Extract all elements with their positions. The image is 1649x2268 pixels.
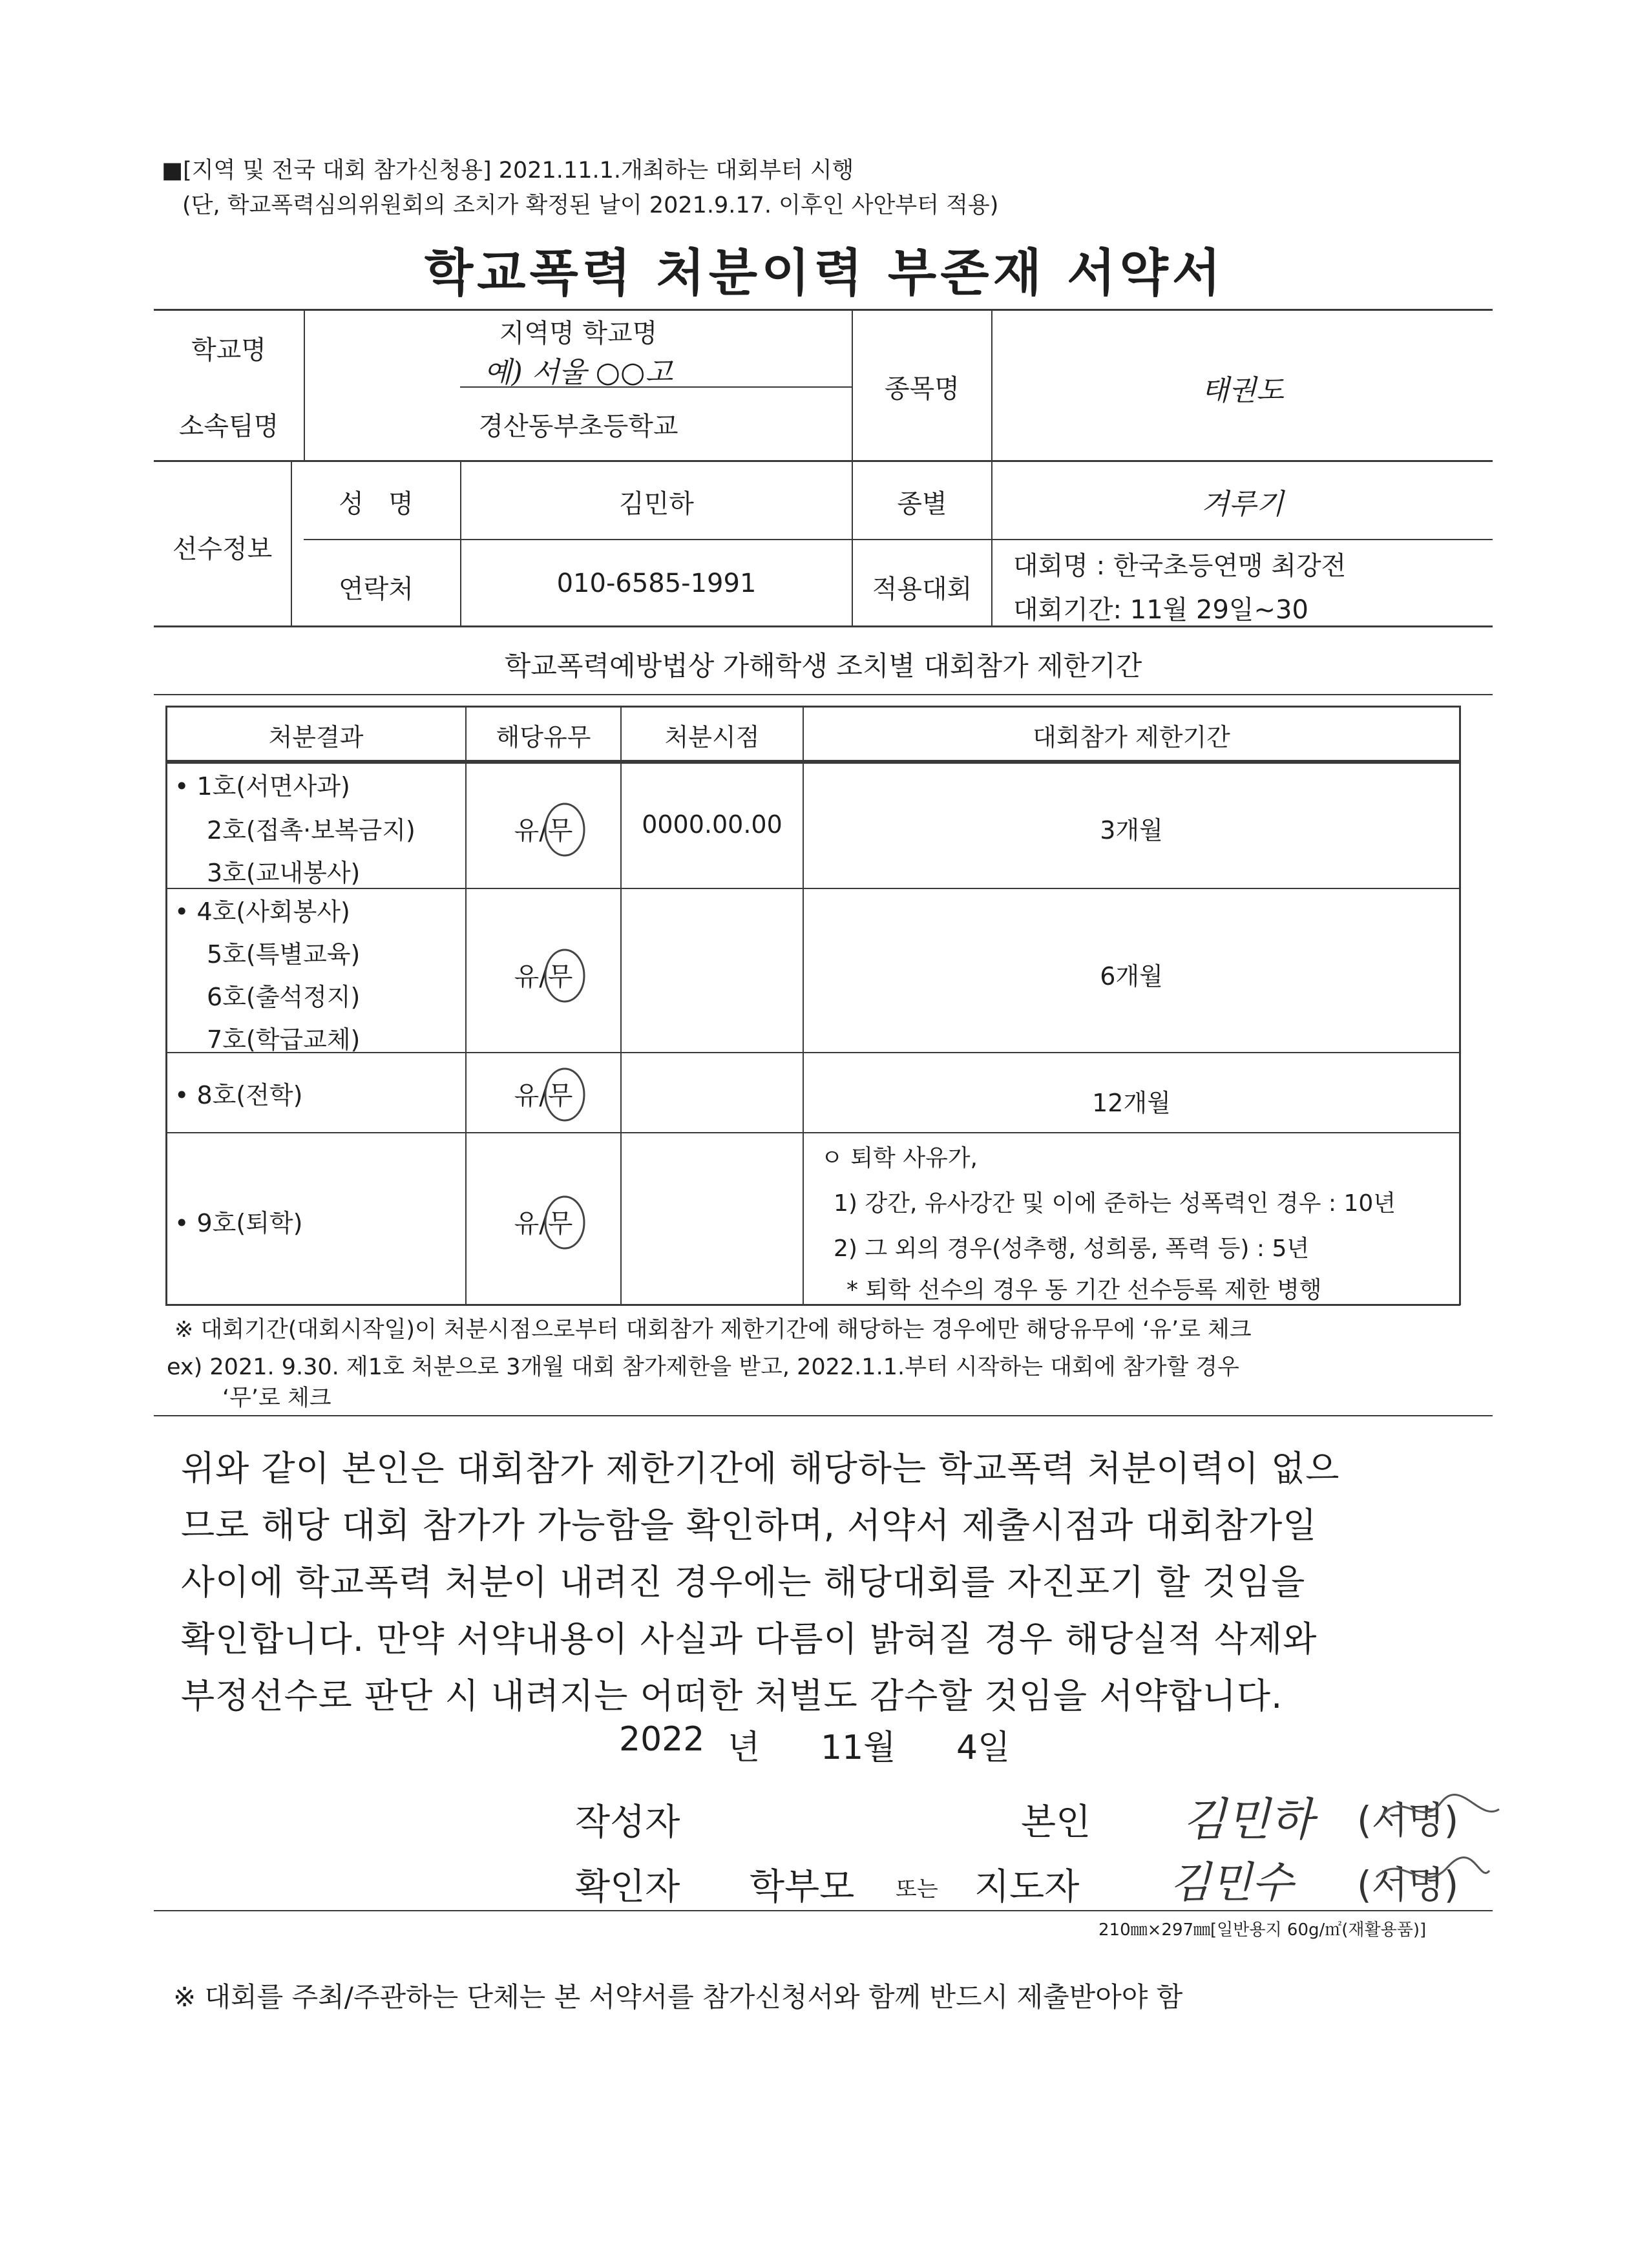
pledge-line-4: 확인합니다. 만약 서약내용이 사실과 다름이 밝혀질 경우 해당실적 삭제와 — [181, 1619, 1318, 1659]
period-row-1: 3개월 — [1100, 816, 1163, 845]
measure-4: • 4호(사회봉사) — [174, 898, 350, 926]
period-row-3: 12개월 — [1092, 1089, 1171, 1117]
contact-value: 010-6585-1991 — [556, 569, 757, 598]
self-name: 김민하 — [1182, 1793, 1314, 1846]
check-circle-icon — [540, 1192, 589, 1254]
expel-reason: ㅇ 퇴학 사유가, — [821, 1145, 978, 1171]
check-row-3: 유/무 — [514, 1081, 573, 1111]
event-value: 태권도 — [1201, 374, 1284, 407]
measure-7: 7호(학급교체) — [207, 1025, 361, 1054]
pledge-line-1: 위와 같이 본인은 대회참가 제한기간에 해당하는 학교폭력 처분이력이 없으 — [181, 1448, 1340, 1489]
col-date: 처분시점 — [664, 723, 760, 751]
expel-rule-1: 1) 강간, 유사강간 및 이에 준하는 성폭력인 경우 : 10년 — [834, 1190, 1396, 1217]
comp-name: 대회명 : 한국초등연맹 최강전 — [1013, 551, 1347, 581]
coach-label: 지도자 — [974, 1866, 1080, 1908]
period-row-2: 6개월 — [1100, 962, 1163, 991]
category-value: 겨루기 — [1201, 488, 1284, 521]
header-line2: (단, 학교폭력심의위원회의 조치가 확정된 날이 2021.9.17. 이후인 사안부터 적용) — [182, 193, 999, 218]
writer-label: 작성자 — [575, 1801, 680, 1843]
note-2a: ex) 2021. 9.30. 제1호 처분으로 3개월 대회 참가제한을 받고, 2022.1.1.부터 시작하는 대회에 참가할 경우 — [167, 1354, 1239, 1380]
measure-3: 3호(교내봉사) — [207, 859, 361, 887]
comp-period: 대회기간: 11월 29일~30 — [1013, 595, 1308, 625]
team-label: 소속팀명 — [178, 412, 279, 441]
school-example: 예) 서울 ○○고 — [484, 356, 673, 389]
pledge-line-3: 사이에 학교폭력 처분이 내려진 경우에는 해당대회를 자진포기 할 것임을 — [181, 1562, 1306, 1602]
confirmer-label: 확인자 — [575, 1866, 680, 1908]
check-row-2: 유/무 — [514, 962, 573, 992]
footer-note: ※ 대회를 주최/주관하는 단체는 본 서약서를 참가신청서와 함께 반드시 제출받아야 함 — [173, 1981, 1183, 2013]
name-label: 성 명 — [339, 489, 414, 519]
document-title: 학교폭력 처분이력 부존재 서약서 — [424, 244, 1225, 302]
signature-scribble-icon — [1370, 1848, 1493, 1900]
or-label: 또는 — [896, 1876, 938, 1902]
team-value: 경산동부초등학교 — [478, 412, 678, 441]
name-value: 김민하 — [619, 489, 694, 519]
category-label: 종별 — [897, 489, 947, 519]
measure-8: • 8호(전학) — [174, 1081, 303, 1109]
check-circle-icon — [540, 799, 589, 861]
col-check: 해당유무 — [496, 723, 591, 751]
paper-spec: 210㎜×297㎜[일반용지 60g/㎡(재활용품)] — [1098, 1920, 1427, 1940]
restrict-heading: 학교폭력예방법상 가해학생 조치별 대회참가 제한기간 — [504, 650, 1142, 682]
athlete-label: 선수정보 — [172, 534, 273, 564]
self-sign: (서명) — [1357, 1798, 1459, 1842]
date-row-1: 0000.00.00 — [642, 810, 782, 839]
expel-rule-2: 2) 그 외의 경우(성추행, 성희롱, 폭력 등) : 5년 — [834, 1235, 1310, 1262]
pledge-line-2: 므로 해당 대회 참가가 가능함을 확인하며, 서약서 제출시점과 대회참가일 — [181, 1505, 1318, 1546]
check-circle-icon — [540, 1064, 589, 1126]
measure-1: • 1호(서면사과) — [174, 772, 350, 801]
confirmer-name: 김민수 — [1170, 1858, 1294, 1907]
measure-6: 6호(출석정지) — [207, 983, 361, 1011]
note-1: ※ 대회기간(대회시작일)이 처분시점으로부터 대회참가 제한기간에 해당하는 경우에만 해당유무에 ‘유’로 체크 — [174, 1317, 1252, 1343]
event-label: 종목명 — [885, 374, 960, 404]
self-label: 본인 — [1021, 1801, 1091, 1843]
date-year-label: 년 — [728, 1728, 761, 1767]
confirmer-sign: (서명) — [1357, 1863, 1459, 1907]
note-2b: ‘무’로 체크 — [222, 1385, 331, 1411]
header-line1: ■[지역 및 전국 대회 참가신청용] 2021.11.1.개최하는 대회부터 시행 — [162, 158, 854, 184]
col-period: 대회참가 제한기간 — [1033, 723, 1230, 751]
school-hint: 지역명 학교명 — [499, 319, 658, 348]
parent-label: 학부모 — [750, 1866, 855, 1908]
date-day: 4일 — [956, 1728, 1011, 1767]
expel-rule-3: * 퇴학 선수의 경우 동 기간 선수등록 제한 병행 — [846, 1277, 1322, 1303]
school-label: 학교명 — [191, 335, 266, 365]
col-measure: 처분결과 — [268, 723, 364, 751]
check-circle-icon — [540, 945, 589, 1007]
date-year: 2022 — [619, 1720, 705, 1759]
measure-5: 5호(특별교육) — [207, 940, 361, 969]
contact-label: 연락처 — [339, 574, 414, 604]
pledge-line-5: 부정선수로 판단 시 내려지는 어떠한 처벌도 감수할 것임을 서약합니다. — [181, 1675, 1283, 1716]
signature-scribble-icon — [1376, 1783, 1506, 1835]
date-month: 11월 — [821, 1728, 896, 1767]
check-row-4: 유/무 — [514, 1209, 573, 1239]
comp-label: 적용대회 — [872, 574, 972, 604]
check-row-1: 유/무 — [514, 816, 573, 846]
measure-9: • 9호(퇴학) — [174, 1209, 303, 1237]
measure-2: 2호(접촉·보복금지) — [207, 816, 415, 845]
